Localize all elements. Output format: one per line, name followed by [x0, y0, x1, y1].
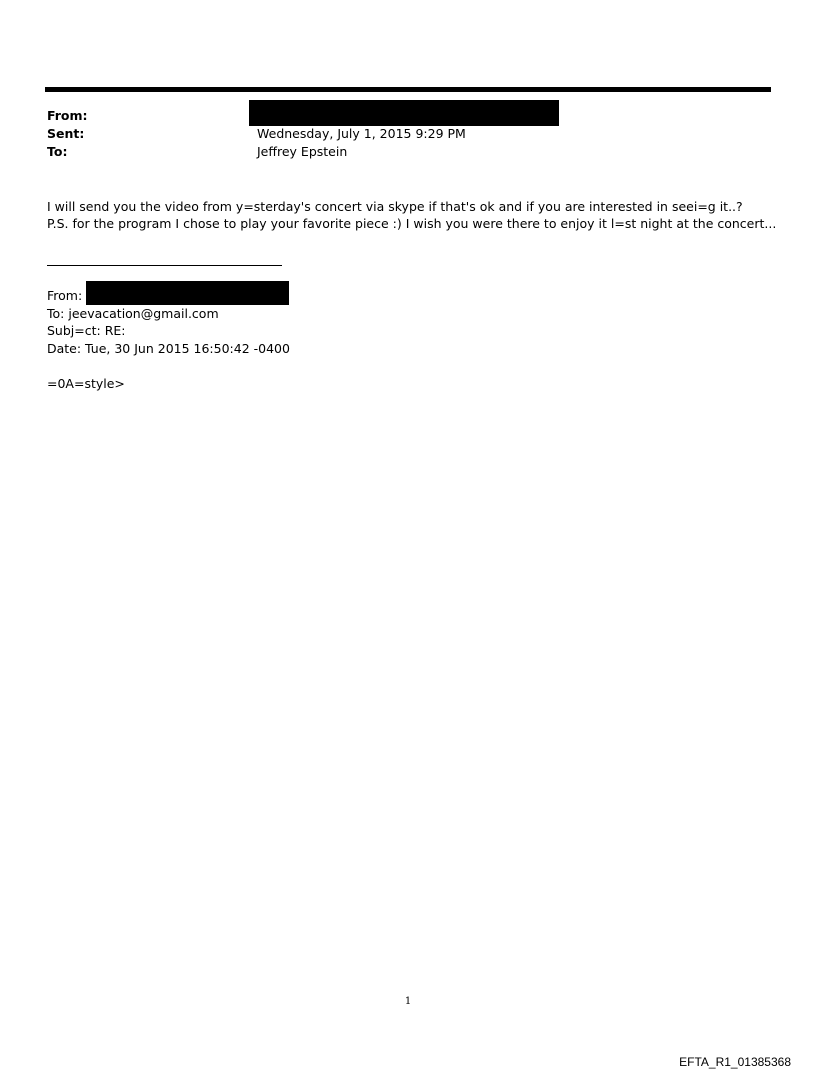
quoted-style-line: =0A=style> — [47, 376, 125, 391]
header-rule — [45, 87, 771, 92]
to-value: Jeffrey Epstein — [257, 144, 348, 159]
message-line-1: I will send you the video from y=sterday's concert via skype if that's ok and if you are interested in seei=g it..? — [47, 199, 743, 214]
redacted-quoted-sender — [86, 281, 289, 305]
quoted-to-line: To: jeevacation@gmail.com — [47, 306, 219, 321]
page-number: 1 — [404, 996, 412, 1007]
quoted-date-line: Date: Tue, 30 Jun 2015 16:50:42 -0400 — [47, 341, 290, 356]
sent-label: Sent: — [47, 126, 85, 141]
redacted-sender — [249, 100, 559, 126]
quote-separator — [47, 265, 282, 266]
quoted-from-label: From: — [47, 288, 83, 303]
quoted-subject-line: Subj=ct: RE: — [47, 323, 126, 338]
sent-value: Wednesday, July 1, 2015 9:29 PM — [257, 126, 466, 141]
to-label: To: — [47, 144, 68, 159]
document-id: EFTA_R1_01385368 — [679, 1055, 791, 1069]
message-line-2: P.S. for the program I chose to play your favorite piece :) I wish you were there to enjoy it l=st night at the concert... — [47, 216, 777, 231]
from-label: From: — [47, 108, 88, 123]
